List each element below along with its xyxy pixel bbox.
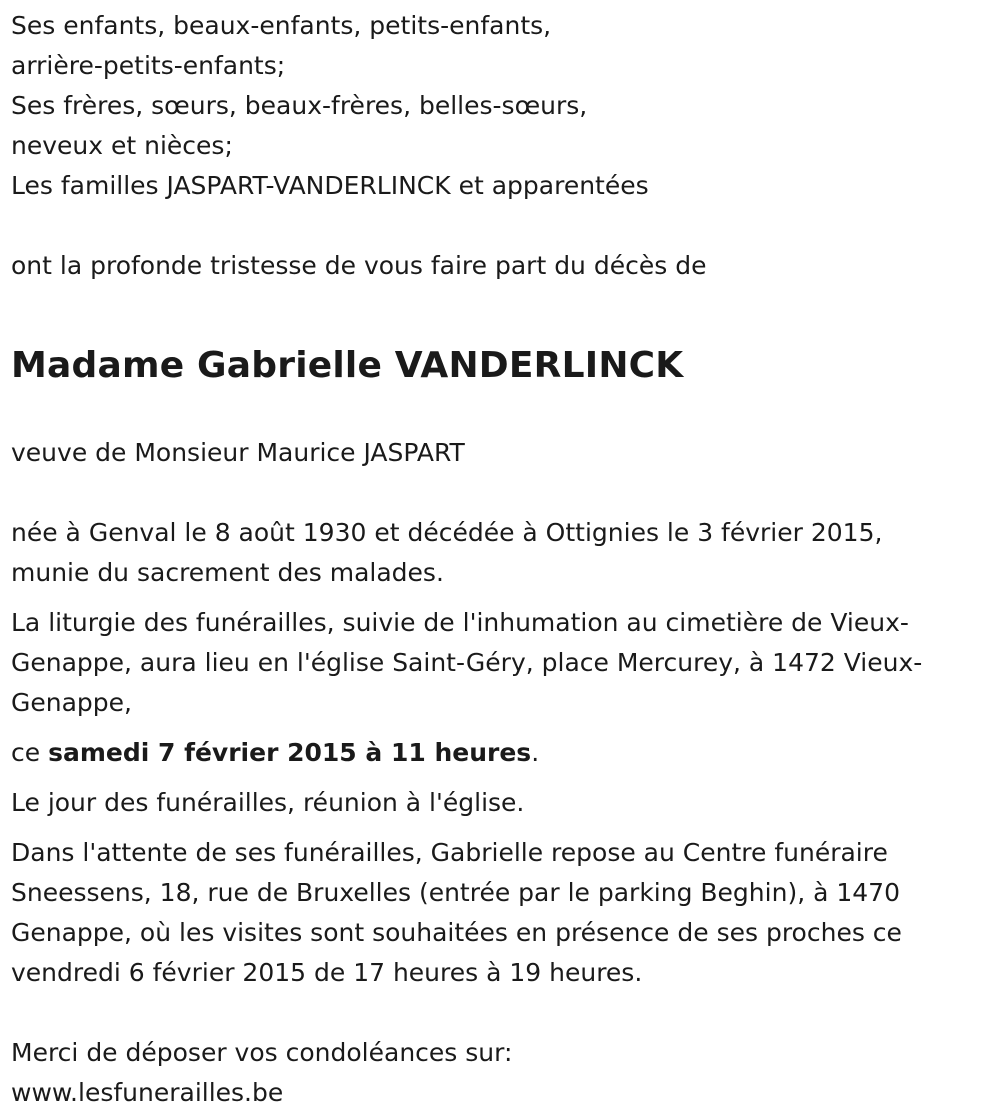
family-line-nephews: neveux et nièces;	[11, 131, 233, 160]
visit-line-3: Genappe, où les visites sont souhaitées en présence de ses proches ce	[11, 918, 902, 947]
visit-line-2: Sneessens, 18, rue de Bruxelles (entrée par le parking Beghin), à 1470	[11, 878, 900, 907]
deceased-name: Madame Gabrielle VANDERLINCK	[11, 345, 684, 386]
funeral-date-prefix: ce	[11, 738, 49, 767]
obituary-notice	[11, 6, 986, 1113]
announcement-text: ont la profonde tristesse de vous faire part du décès de	[11, 251, 707, 280]
funeral-date: samedi 7 février 2015 à 11 heures	[48, 738, 532, 767]
visit-line-4: vendredi 6 février 2015 de 17 heures à 19 heures.	[11, 958, 643, 987]
family-line-families: Les familles JASPART-VANDERLINCK et apparentées	[11, 171, 649, 200]
liturgy-line-3: Genappe,	[11, 688, 132, 717]
meeting-text: Le jour des funérailles, réunion à l'église.	[11, 788, 525, 817]
liturgy-block	[11, 603, 986, 723]
birth-death-block	[11, 513, 986, 593]
family-line-siblings: Ses frères, sœurs, beaux-frères, belles-sœurs,	[11, 91, 588, 120]
liturgy-line-1: La liturgie des funérailles, suivie de l'inhumation au cimetière de Vieux-	[11, 608, 909, 637]
birth-death-line: née à Genval le 8 août 1930 et décédée à Ottignies le 3 février 2015,	[11, 518, 883, 547]
family-line-children: Ses enfants, beaux-enfants, petits-enfants,	[11, 11, 552, 40]
visit-block	[11, 833, 986, 993]
liturgy-line-2: Genappe, aura lieu en l'église Saint-Géry, place Mercurey, à 1472 Vieux-	[11, 648, 923, 677]
condolences-label: Merci de déposer vos condoléances sur:	[11, 1038, 513, 1067]
condolences-block	[11, 1033, 986, 1113]
funeral-date-line	[11, 733, 986, 773]
family-block	[11, 6, 986, 206]
sacrament-line: munie du sacrement des malades.	[11, 558, 444, 587]
condolences-link[interactable]: www.lesfunerailles.be	[11, 1078, 284, 1107]
family-line-great-grandchildren: arrière-petits-enfants;	[11, 51, 286, 80]
widow-of-text: veuve de Monsieur Maurice JASPART	[11, 438, 465, 467]
visit-line-1: Dans l'attente de ses funérailles, Gabrielle repose au Centre funéraire	[11, 838, 888, 867]
funeral-date-suffix: .	[531, 738, 540, 767]
